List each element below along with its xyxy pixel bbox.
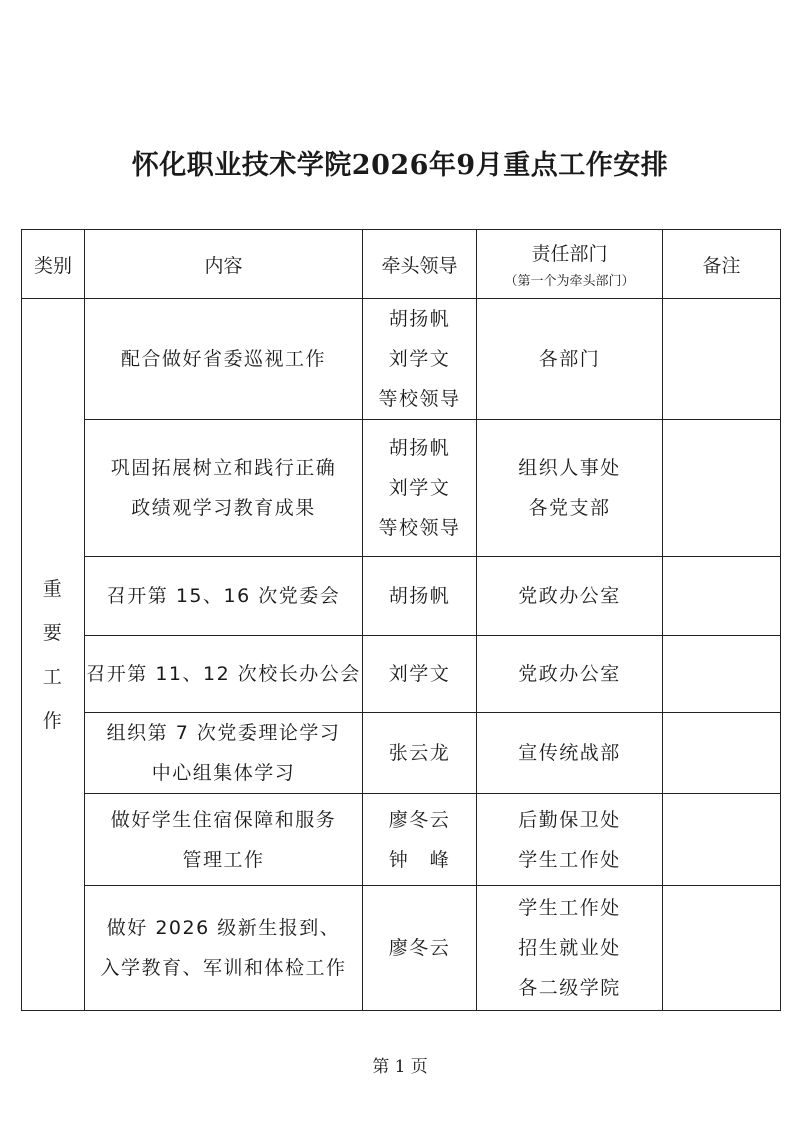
- page-title: 怀化职业技术学院2026年9月重点工作安排: [131, 150, 669, 181]
- content-cell: [85, 713, 363, 794]
- header-leader: 牵头领导: [363, 230, 477, 299]
- remark-cell: [663, 713, 781, 794]
- content-cell: [85, 636, 363, 713]
- content-cell-line: 组织第 7 次党委理论学习: [106, 722, 341, 744]
- content-cell-line: 做好 2026 级新生报到、: [106, 917, 341, 939]
- header-remark: 备注: [663, 230, 781, 299]
- table-row: [22, 299, 781, 420]
- leader-cell-line: 钟 峰: [388, 848, 451, 871]
- leader-cell-line: 刘学文: [388, 663, 451, 685]
- table-header-row: [22, 230, 781, 299]
- header-category: 类别: [22, 230, 85, 299]
- work-schedule-table: [21, 229, 781, 1011]
- content-cell-line: 中心组集体学习: [151, 762, 296, 784]
- dept-cell: [477, 713, 663, 794]
- dept-cell-line: 党政办公室: [518, 663, 621, 685]
- dept-cell: [477, 636, 663, 713]
- content-cell-line: 召开第 15、16 次党委会: [106, 585, 341, 607]
- dept-cell-line: 招生就业处: [518, 937, 621, 959]
- content-cell: [85, 886, 363, 1011]
- remark-cell: [663, 299, 781, 420]
- remark-cell: [663, 557, 781, 636]
- table-row: [22, 713, 781, 794]
- leader-cell: [363, 886, 477, 1011]
- category-char: 工: [42, 665, 64, 688]
- table-row: [22, 886, 781, 1011]
- category-char: 要: [42, 621, 64, 644]
- content-cell-line: 入学教育、军训和体检工作: [100, 957, 347, 979]
- content-cell-line: 政绩观学习教育成果: [131, 497, 316, 519]
- remark-cell: [663, 636, 781, 713]
- leader-cell: [363, 636, 477, 713]
- dept-cell: [477, 886, 663, 1011]
- remark-cell: [663, 794, 781, 886]
- content-cell: [85, 420, 363, 557]
- dept-cell-line: 学生工作处: [518, 848, 621, 871]
- remark-cell: [663, 886, 781, 1011]
- dept-cell-line: 宣传统战部: [518, 742, 621, 764]
- leader-cell: [363, 794, 477, 886]
- leader-cell-line: 胡扬帆: [388, 585, 451, 607]
- leader-cell: [363, 299, 477, 420]
- leader-cell-line: 胡扬帆: [388, 437, 451, 459]
- page-number: 第 1 页: [372, 1057, 428, 1077]
- dept-cell-line: 学生工作处: [518, 897, 621, 919]
- header-dept-label: 责任部门: [531, 243, 608, 265]
- dept-cell: [477, 420, 663, 557]
- leader-cell: [363, 557, 477, 636]
- leader-cell: [363, 420, 477, 557]
- content-cell: [85, 794, 363, 886]
- content-cell-line: 管理工作: [182, 848, 265, 871]
- dept-cell-line: 党政办公室: [518, 585, 621, 607]
- dept-cell: [477, 794, 663, 886]
- table-row: [22, 794, 781, 886]
- content-cell: [85, 299, 363, 420]
- table-row: [22, 420, 781, 557]
- table-row: [22, 557, 781, 636]
- dept-cell-line: 后勤保卫处: [518, 808, 621, 831]
- dept-cell-line: 各部门: [538, 348, 601, 370]
- leader-cell-line: 廖冬云: [388, 937, 451, 959]
- leader-cell-line: 刘学文: [388, 477, 451, 499]
- leader-cell-line: 胡扬帆: [388, 308, 451, 330]
- content-cell-line: 做好学生住宿保障和服务: [110, 808, 337, 831]
- content-cell-line: 巩固拓展树立和践行正确: [110, 457, 337, 479]
- remark-cell: [663, 420, 781, 557]
- content-cell: [85, 557, 363, 636]
- leader-cell-line: 刘学文: [388, 348, 451, 370]
- header-content: 内容: [85, 230, 363, 299]
- header-dept-note: （第一个为牵头部门）: [504, 274, 635, 289]
- category-cell: [22, 299, 85, 1011]
- table-row: [22, 636, 781, 713]
- leader-cell: [363, 713, 477, 794]
- content-cell-line: 配合做好省委巡视工作: [120, 348, 326, 370]
- category-char: 重: [42, 577, 64, 600]
- dept-cell-line: 各二级学院: [518, 977, 621, 999]
- content-cell-line: 召开第 11、12 次校长办公会: [86, 663, 361, 685]
- dept-cell: [477, 299, 663, 420]
- leader-cell-line: 张云龙: [388, 742, 451, 764]
- category-char: 作: [42, 709, 64, 732]
- leader-cell-line: 等校领导: [378, 517, 461, 539]
- header-dept: [477, 230, 663, 299]
- dept-cell-line: 各党支部: [528, 497, 611, 519]
- dept-cell: [477, 557, 663, 636]
- leader-cell-line: 廖冬云: [388, 808, 451, 831]
- leader-cell-line: 等校领导: [378, 388, 461, 410]
- dept-cell-line: 组织人事处: [518, 457, 621, 479]
